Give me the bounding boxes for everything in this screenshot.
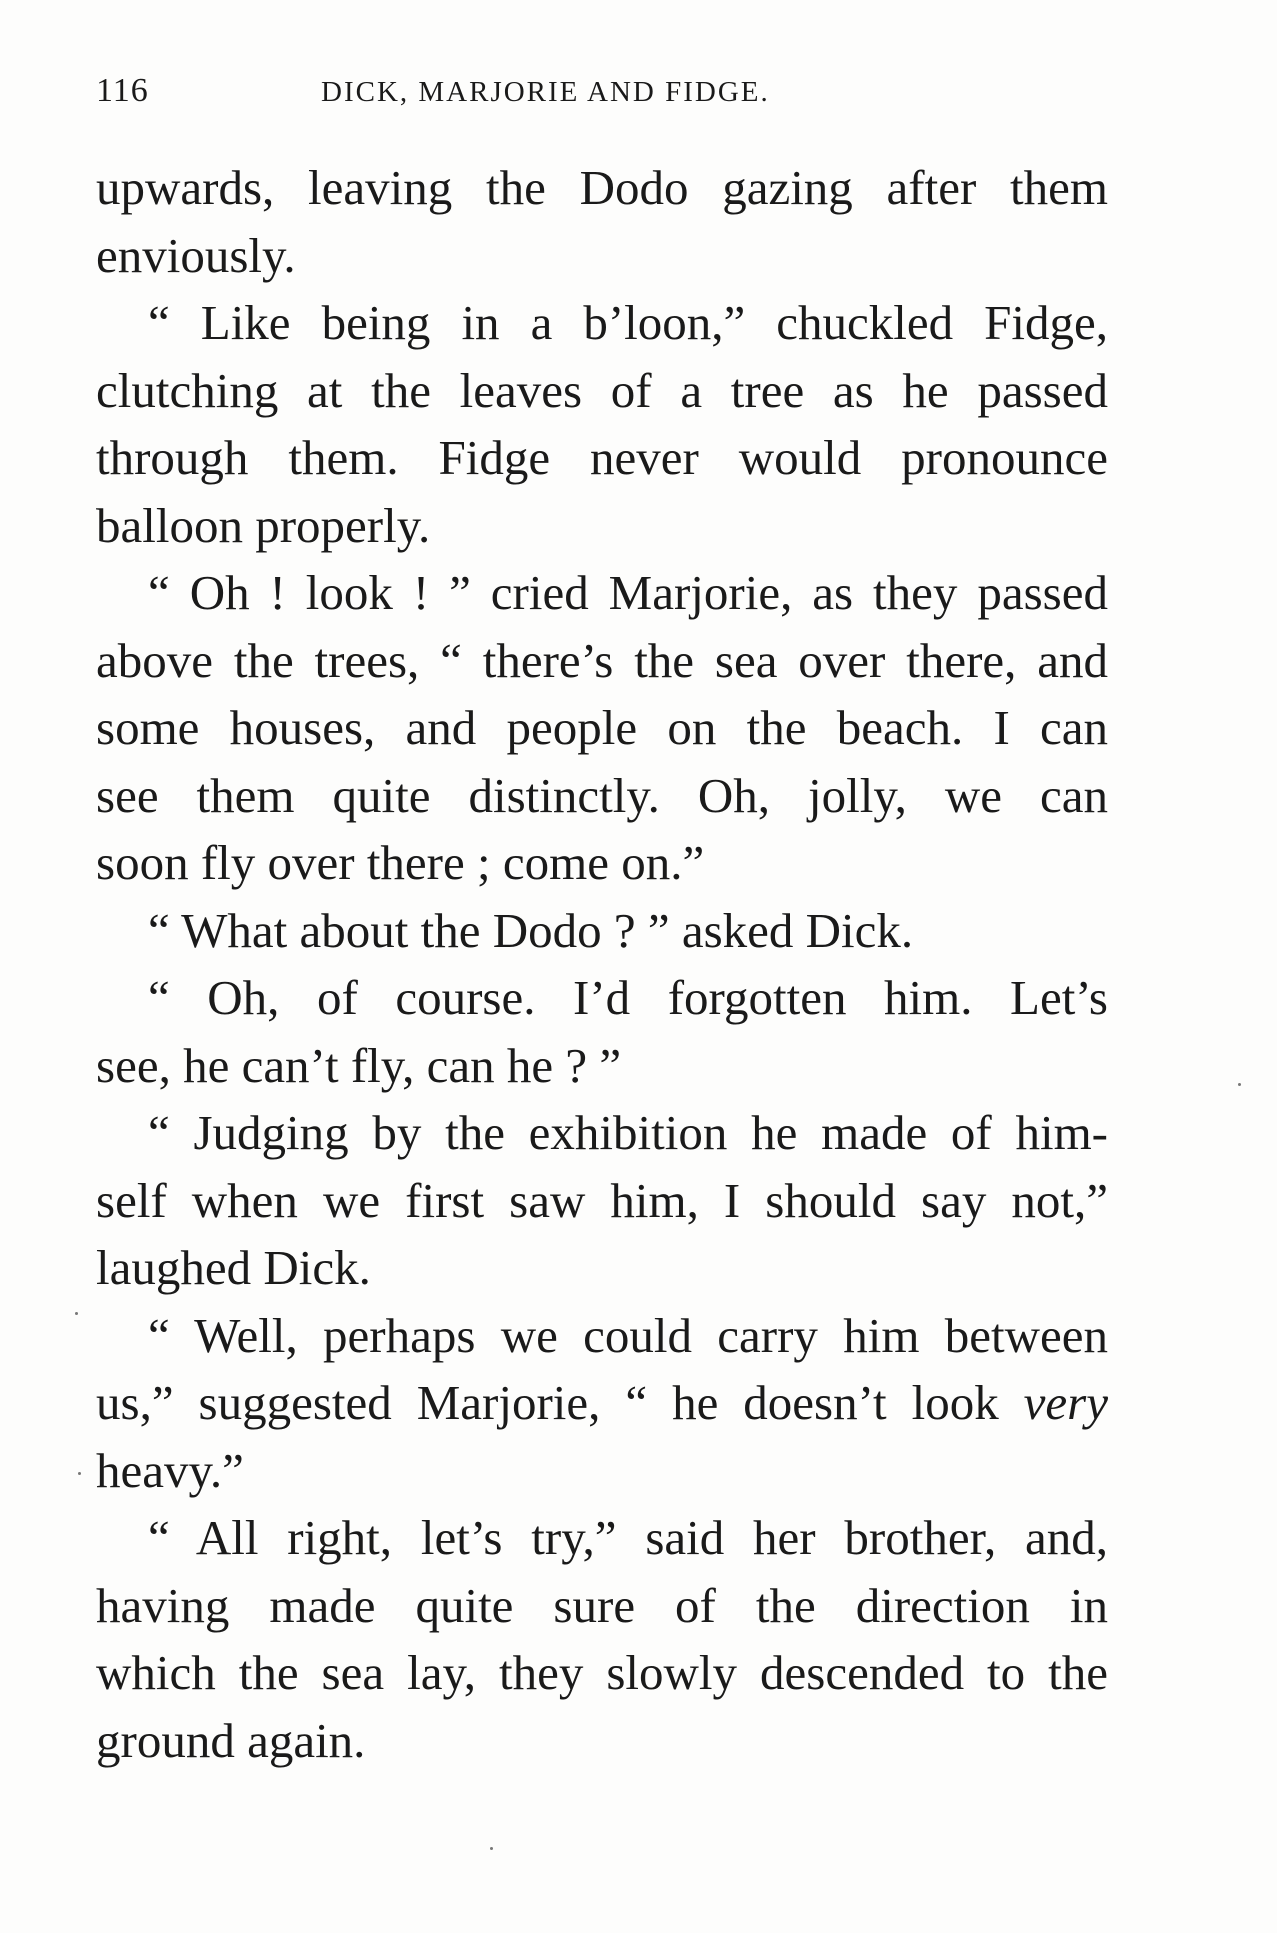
text-line: “ Judging by the exhibition he made of him- [148,1105,1108,1160]
text-line: “ Oh, of course. I’d forgotten him. Let’s [148,970,1108,1025]
text-line: see them quite distinctly. Oh, jolly, we can [96,767,1108,823]
paper-speck [1238,1083,1241,1086]
text-line: through them. Fidge never would pronounce [96,430,1108,485]
text-line: clutching at the leaves of a tree as he passed [96,362,1108,418]
text-line: heavy.” [96,1442,244,1498]
text-line-start: us,” suggested Marjorie, “ he doesn’t look [96,1375,1024,1430]
text-line: “ What about the Dodo ? ” asked Dick. [148,902,914,958]
text-line [96,1369,1108,1437]
text-line: above the trees, “ there’s the sea over there, and [96,632,1108,688]
text-line: upwards, leaving the Dodo gazing after them [96,160,1108,215]
text-line: “ All right, let’s try,” said her brother, and, [148,1510,1108,1565]
text-line: having made quite sure of the direction in [96,1577,1108,1633]
text-line: “ Well, perhaps we could carry him between [148,1307,1108,1363]
page-number: 116 [96,72,149,109]
paper-speck [75,1312,78,1315]
emphasized-word: very [1023,1375,1108,1430]
text-line: “ Like being in a b’loon,” chuckled Fidge, [148,295,1108,350]
text-line: balloon properly. [96,497,431,553]
text-line: which the sea lay, they slowly descended to the [96,1645,1108,1700]
paper-speck [78,1472,81,1475]
paper-speck [490,1847,493,1850]
running-head [96,72,1106,122]
text-line: laughed Dick. [96,1240,371,1295]
text-line: self when we first saw him, I should say not,” [96,1172,1108,1228]
body-text [96,154,1108,1774]
text-line: see, he can’t fly, can he ? ” [96,1037,622,1093]
text-line: some houses, and people on the beach. I can [96,700,1108,755]
text-line: “ Oh ! look ! ” cried Marjorie, as they passed [148,565,1108,620]
text-line: enviously. [96,227,296,283]
running-title: DICK, MARJORIE AND FIDGE. [321,76,770,108]
text-line: soon fly over there ; come on.” [96,835,705,890]
text-line: ground again. [96,1712,366,1768]
